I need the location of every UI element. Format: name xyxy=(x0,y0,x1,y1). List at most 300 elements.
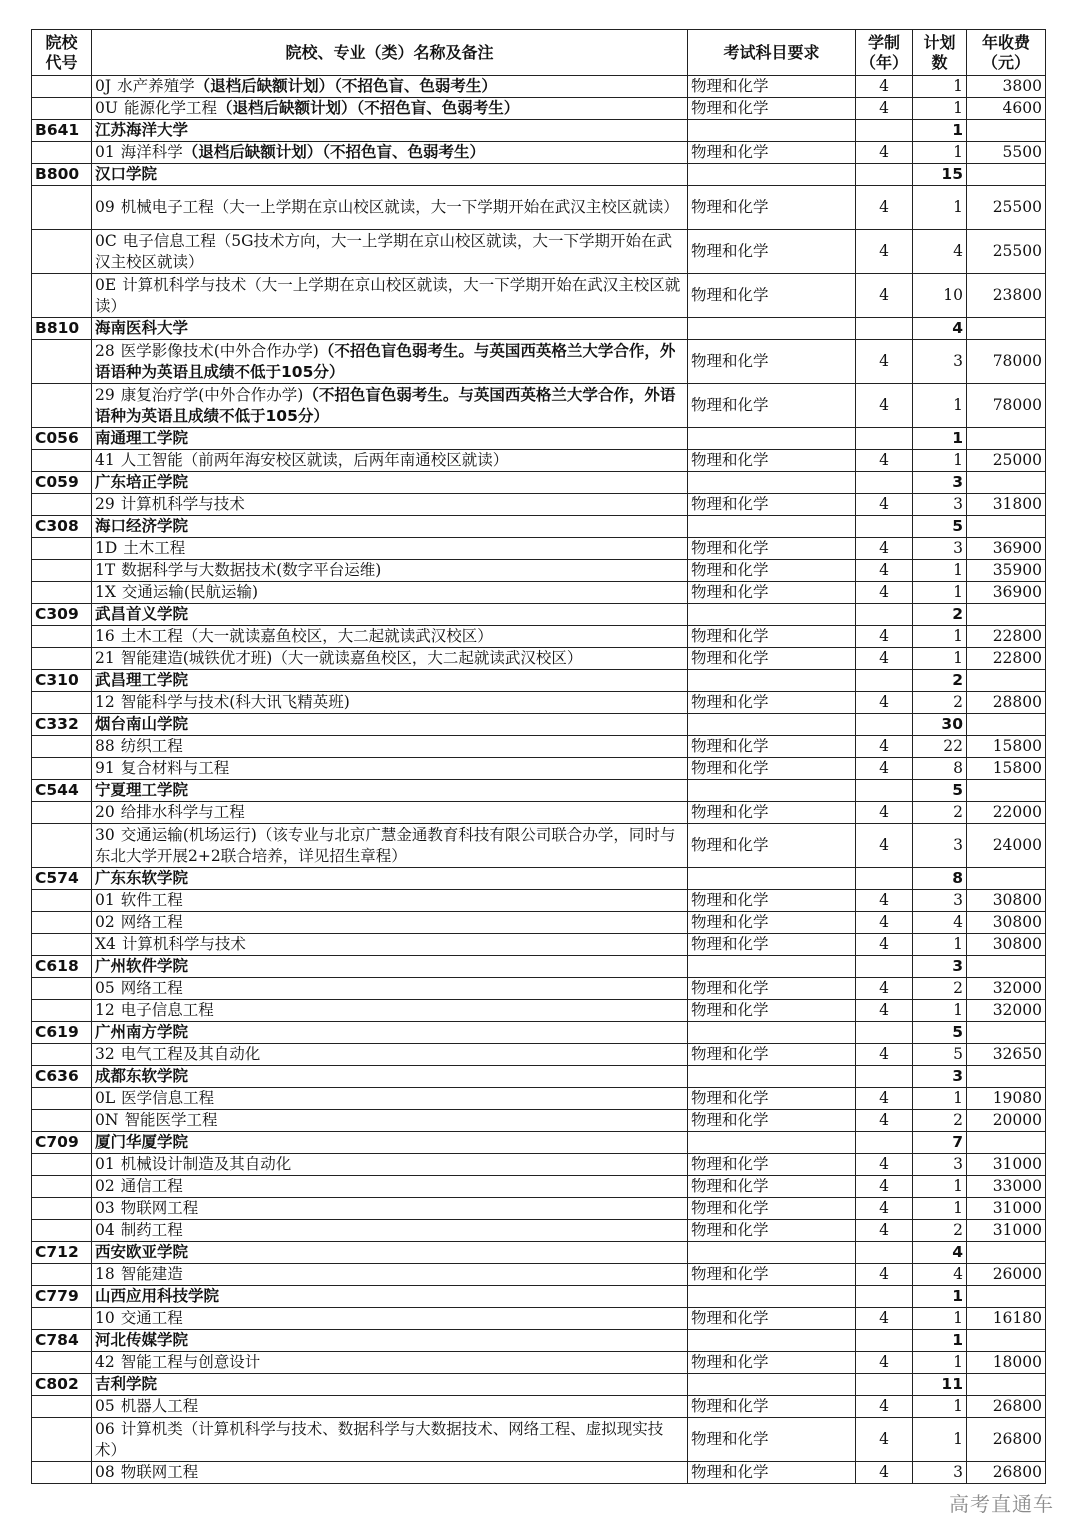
major-fee: 16180 xyxy=(967,1308,1046,1330)
major-duration: 4 xyxy=(856,912,913,934)
major-fee: 24000 xyxy=(967,824,1046,868)
major-code-empty xyxy=(32,648,92,670)
major-subject: 物理和化学 xyxy=(688,450,856,472)
table-body xyxy=(32,76,1046,1484)
major-plan: 3 xyxy=(913,494,967,516)
school-plan-total: 7 xyxy=(913,1132,967,1154)
major-subject: 物理和化学 xyxy=(688,98,856,120)
school-duration-empty xyxy=(856,1330,913,1352)
major-row xyxy=(32,186,1046,230)
major-fee: 31000 xyxy=(967,1220,1046,1242)
major-plan: 2 xyxy=(913,978,967,1000)
school-row xyxy=(32,164,1046,186)
school-subject-empty xyxy=(688,1374,856,1396)
major-code-empty xyxy=(32,1352,92,1374)
major-subject: 物理和化学 xyxy=(688,494,856,516)
major-row xyxy=(32,1308,1046,1330)
major-row xyxy=(32,978,1046,1000)
major-name-cell xyxy=(92,494,688,516)
major-duration: 4 xyxy=(856,1176,913,1198)
major-name: 电子信息工程 xyxy=(120,1001,214,1019)
major-plan: 1 xyxy=(913,142,967,164)
major-plan: 1 xyxy=(913,384,967,428)
school-fee-empty xyxy=(967,956,1046,978)
major-plan: 2 xyxy=(913,1220,967,1242)
major-duration: 4 xyxy=(856,934,913,956)
major-row xyxy=(32,450,1046,472)
school-plan-total: 1 xyxy=(913,1330,967,1352)
school-plan-total: 5 xyxy=(913,1022,967,1044)
school-code: C636 xyxy=(32,1066,92,1088)
major-row xyxy=(32,1352,1046,1374)
school-plan-total: 11 xyxy=(913,1374,967,1396)
school-name: 山西应用科技学院 xyxy=(92,1286,688,1308)
major-name-cell xyxy=(92,230,688,274)
major-code: X4 xyxy=(95,935,116,953)
major-fee: 78000 xyxy=(967,384,1046,428)
major-plan: 3 xyxy=(913,538,967,560)
major-name: 计算机类（计算机科学与技术、数据科学与大数据技术、网络工程、虚拟现实技术） xyxy=(95,1419,664,1459)
school-row xyxy=(32,1286,1046,1308)
major-subject: 物理和化学 xyxy=(688,692,856,714)
major-code-empty xyxy=(32,912,92,934)
major-fee: 30800 xyxy=(967,934,1046,956)
major-fee: 26000 xyxy=(967,1264,1046,1286)
major-duration: 4 xyxy=(856,142,913,164)
major-fee: 36900 xyxy=(967,538,1046,560)
school-fee-empty xyxy=(967,604,1046,626)
major-fee: 22800 xyxy=(967,626,1046,648)
major-subject: 物理和化学 xyxy=(688,384,856,428)
major-row xyxy=(32,538,1046,560)
header-code: 院校 代号 xyxy=(32,30,92,76)
major-subject: 物理和化学 xyxy=(688,626,856,648)
major-fee: 25000 xyxy=(967,450,1046,472)
major-code: 0N xyxy=(95,1111,119,1129)
major-name: 物联网工程 xyxy=(120,1199,199,1217)
major-duration: 4 xyxy=(856,1220,913,1242)
major-code: 1T xyxy=(95,561,116,579)
major-code-empty xyxy=(32,1264,92,1286)
major-duration: 4 xyxy=(856,1462,913,1484)
major-subject: 物理和化学 xyxy=(688,890,856,912)
major-fee: 31000 xyxy=(967,1154,1046,1176)
major-note: （退档后缺额计划）（不招色盲、色弱考生） xyxy=(216,99,520,117)
major-code-empty xyxy=(32,1110,92,1132)
major-name: 计算机科学与技术 xyxy=(120,495,245,513)
header-name: 院校、专业（类）名称及备注 xyxy=(92,30,688,76)
major-subject: 物理和化学 xyxy=(688,560,856,582)
major-duration: 4 xyxy=(856,340,913,384)
major-name: 智能科学与技术(科大讯飞精英班) xyxy=(120,693,350,711)
major-duration: 4 xyxy=(856,494,913,516)
major-code-empty xyxy=(32,626,92,648)
school-name: 广州南方学院 xyxy=(92,1022,688,1044)
school-duration-empty xyxy=(856,516,913,538)
major-plan: 4 xyxy=(913,912,967,934)
major-plan: 10 xyxy=(913,274,967,318)
major-name: 复合材料与工程 xyxy=(120,759,230,777)
major-code-empty xyxy=(32,802,92,824)
school-fee-empty xyxy=(967,1242,1046,1264)
major-row xyxy=(32,384,1046,428)
major-subject: 物理和化学 xyxy=(688,538,856,560)
school-code: C574 xyxy=(32,868,92,890)
major-code-empty xyxy=(32,98,92,120)
school-plan-total: 3 xyxy=(913,1066,967,1088)
major-name: 交通运输(机场运行)（该专业与北京广慧金通教育科技有限公司联合办学，同时与东北大学开展2+2联合培养，详见招生章程） xyxy=(95,825,676,865)
major-fee: 32000 xyxy=(967,978,1046,1000)
school-code: C310 xyxy=(32,670,92,692)
school-fee-empty xyxy=(967,1022,1046,1044)
major-row xyxy=(32,890,1046,912)
major-duration: 4 xyxy=(856,98,913,120)
school-subject-empty xyxy=(688,1242,856,1264)
major-row xyxy=(32,626,1046,648)
school-code: B641 xyxy=(32,120,92,142)
major-code: 41 xyxy=(95,451,115,469)
school-duration-empty xyxy=(856,868,913,890)
major-code: 28 xyxy=(95,341,115,360)
major-subject: 物理和化学 xyxy=(688,824,856,868)
school-plan-total: 30 xyxy=(913,714,967,736)
major-subject: 物理和化学 xyxy=(688,230,856,274)
major-row xyxy=(32,1264,1046,1286)
school-plan-total: 3 xyxy=(913,472,967,494)
major-plan: 1 xyxy=(913,186,967,230)
major-name: 软件工程 xyxy=(120,891,183,909)
major-name-cell xyxy=(92,384,688,428)
major-fee: 5500 xyxy=(967,142,1046,164)
school-row xyxy=(32,780,1046,802)
major-fee: 26800 xyxy=(967,1396,1046,1418)
school-row xyxy=(32,1132,1046,1154)
major-note: （退档后缺额计划）（不招色盲、色弱考生） xyxy=(182,143,486,161)
school-subject-empty xyxy=(688,1132,856,1154)
major-code-empty xyxy=(32,186,92,230)
major-duration: 4 xyxy=(856,230,913,274)
major-subject: 物理和化学 xyxy=(688,912,856,934)
school-fee-empty xyxy=(967,318,1046,340)
major-plan: 1 xyxy=(913,1418,967,1462)
major-subject: 物理和化学 xyxy=(688,1110,856,1132)
major-duration: 4 xyxy=(856,692,913,714)
major-fee: 31000 xyxy=(967,1198,1046,1220)
school-name: 宁夏理工学院 xyxy=(92,780,688,802)
major-fee: 78000 xyxy=(967,340,1046,384)
major-duration: 4 xyxy=(856,890,913,912)
major-name-cell xyxy=(92,890,688,912)
major-row xyxy=(32,1220,1046,1242)
major-row xyxy=(32,648,1046,670)
school-name: 吉利学院 xyxy=(92,1374,688,1396)
major-name: 人工智能（前两年海安校区就读，后两年南通校区就读） xyxy=(120,451,509,469)
school-fee-empty xyxy=(967,120,1046,142)
school-duration-empty xyxy=(856,1286,913,1308)
major-code-empty xyxy=(32,142,92,164)
school-fee-empty xyxy=(967,1330,1046,1352)
major-plan: 3 xyxy=(913,824,967,868)
major-code: 21 xyxy=(95,649,115,667)
major-name-cell xyxy=(92,1352,688,1374)
major-name: 康复治疗学(中外合作办学) xyxy=(120,385,304,404)
school-name: 江苏海洋大学 xyxy=(92,120,688,142)
major-fee: 23800 xyxy=(967,274,1046,318)
major-row xyxy=(32,934,1046,956)
major-fee: 22000 xyxy=(967,802,1046,824)
major-plan: 1 xyxy=(913,1396,967,1418)
major-plan: 1 xyxy=(913,1198,967,1220)
school-duration-empty xyxy=(856,1132,913,1154)
school-code: C784 xyxy=(32,1330,92,1352)
major-duration: 4 xyxy=(856,1154,913,1176)
major-duration: 4 xyxy=(856,802,913,824)
major-plan: 1 xyxy=(913,648,967,670)
major-code-empty xyxy=(32,978,92,1000)
school-row xyxy=(32,670,1046,692)
major-name: 医学影像技术(中外合作办学) xyxy=(120,341,319,360)
school-code: C544 xyxy=(32,780,92,802)
school-name: 广东东软学院 xyxy=(92,868,688,890)
school-duration-empty xyxy=(856,318,913,340)
major-code-empty xyxy=(32,1462,92,1484)
school-subject-empty xyxy=(688,1066,856,1088)
school-code: C709 xyxy=(32,1132,92,1154)
major-name: 通信工程 xyxy=(120,1177,183,1195)
major-note: （退档后缺额计划）（不招色盲、色弱考生） xyxy=(194,77,497,95)
major-code: 18 xyxy=(95,1265,115,1283)
school-name: 河北传媒学院 xyxy=(92,1330,688,1352)
major-duration: 4 xyxy=(856,978,913,1000)
major-code-empty xyxy=(32,76,92,98)
school-duration-empty xyxy=(856,1066,913,1088)
header-subject: 考试科目要求 xyxy=(688,30,856,76)
school-name: 广州软件学院 xyxy=(92,956,688,978)
major-subject: 物理和化学 xyxy=(688,1154,856,1176)
major-name-cell xyxy=(92,98,688,120)
major-code-empty xyxy=(32,340,92,384)
major-duration: 4 xyxy=(856,1198,913,1220)
major-subject: 物理和化学 xyxy=(688,1000,856,1022)
major-note: （不招色盲色弱考生。与英国西英格兰大学合作，外语语种为英语且成绩不低于105分） xyxy=(95,341,676,381)
school-fee-empty xyxy=(967,714,1046,736)
major-code-empty xyxy=(32,1000,92,1022)
major-subject: 物理和化学 xyxy=(688,1352,856,1374)
major-code: 0E xyxy=(95,275,117,294)
major-name-cell xyxy=(92,1154,688,1176)
school-subject-empty xyxy=(688,1330,856,1352)
major-name-cell xyxy=(92,538,688,560)
major-name-cell xyxy=(92,626,688,648)
school-subject-empty xyxy=(688,516,856,538)
major-plan: 1 xyxy=(913,582,967,604)
major-code-empty xyxy=(32,890,92,912)
school-name: 武昌首义学院 xyxy=(92,604,688,626)
major-row xyxy=(32,76,1046,98)
major-name-cell xyxy=(92,824,688,868)
major-fee: 31800 xyxy=(967,494,1046,516)
major-name: 海洋科学 xyxy=(120,143,183,161)
school-name: 汉口学院 xyxy=(92,164,688,186)
major-name-cell xyxy=(92,648,688,670)
school-plan-total: 15 xyxy=(913,164,967,186)
school-name: 广东培正学院 xyxy=(92,472,688,494)
major-name: 智能医学工程 xyxy=(124,1111,218,1129)
school-code: C619 xyxy=(32,1022,92,1044)
major-subject: 物理和化学 xyxy=(688,1308,856,1330)
school-name: 海口经济学院 xyxy=(92,516,688,538)
major-plan: 3 xyxy=(913,890,967,912)
major-subject: 物理和化学 xyxy=(688,1088,856,1110)
major-fee: 30800 xyxy=(967,890,1046,912)
major-code: 1X xyxy=(95,583,116,601)
major-code: 29 xyxy=(95,495,115,513)
header-plan: 计划 数 xyxy=(913,30,967,76)
major-name: 制药工程 xyxy=(120,1221,183,1239)
major-plan: 3 xyxy=(913,340,967,384)
major-plan: 1 xyxy=(913,1176,967,1198)
school-subject-empty xyxy=(688,428,856,450)
major-subject: 物理和化学 xyxy=(688,1198,856,1220)
major-subject: 物理和化学 xyxy=(688,76,856,98)
major-plan: 1 xyxy=(913,1088,967,1110)
major-code-empty xyxy=(32,758,92,780)
major-duration: 4 xyxy=(856,736,913,758)
major-plan: 8 xyxy=(913,758,967,780)
major-row xyxy=(32,1000,1046,1022)
major-name: 网络工程 xyxy=(120,979,183,997)
major-subject: 物理和化学 xyxy=(688,1044,856,1066)
school-code: B810 xyxy=(32,318,92,340)
major-name: 土木工程 xyxy=(123,539,186,557)
major-duration: 4 xyxy=(856,384,913,428)
major-subject: 物理和化学 xyxy=(688,1176,856,1198)
school-row xyxy=(32,120,1046,142)
school-plan-total: 2 xyxy=(913,604,967,626)
school-name: 武昌理工学院 xyxy=(92,670,688,692)
major-row xyxy=(32,1088,1046,1110)
major-duration: 4 xyxy=(856,648,913,670)
major-fee: 26800 xyxy=(967,1462,1046,1484)
school-code: C309 xyxy=(32,604,92,626)
major-fee: 25500 xyxy=(967,230,1046,274)
major-plan: 1 xyxy=(913,1352,967,1374)
major-fee: 32000 xyxy=(967,1000,1046,1022)
major-code: 42 xyxy=(95,1353,115,1371)
major-code: 12 xyxy=(95,693,115,711)
major-code: 06 xyxy=(95,1419,115,1438)
major-code-empty xyxy=(32,934,92,956)
major-duration: 4 xyxy=(856,1396,913,1418)
major-code-empty xyxy=(32,538,92,560)
school-fee-empty xyxy=(967,1286,1046,1308)
school-fee-empty xyxy=(967,1132,1046,1154)
school-plan-total: 2 xyxy=(913,670,967,692)
school-fee-empty xyxy=(967,1066,1046,1088)
major-name: 给排水科学与工程 xyxy=(120,803,245,821)
major-name-cell xyxy=(92,978,688,1000)
major-code: 02 xyxy=(95,913,115,931)
major-subject: 物理和化学 xyxy=(688,1264,856,1286)
major-name-cell xyxy=(92,1000,688,1022)
school-code: C332 xyxy=(32,714,92,736)
major-fee: 15800 xyxy=(967,758,1046,780)
school-plan-total: 5 xyxy=(913,780,967,802)
school-duration-empty xyxy=(856,1242,913,1264)
major-row xyxy=(32,802,1046,824)
school-subject-empty xyxy=(688,956,856,978)
major-fee: 30800 xyxy=(967,912,1046,934)
major-name: 机械设计制造及其自动化 xyxy=(120,1155,292,1173)
school-row xyxy=(32,1022,1046,1044)
major-name-cell xyxy=(92,802,688,824)
major-name: 物联网工程 xyxy=(120,1463,199,1481)
major-fee: 32650 xyxy=(967,1044,1046,1066)
school-name: 成都东软学院 xyxy=(92,1066,688,1088)
major-subject: 物理和化学 xyxy=(688,758,856,780)
major-row xyxy=(32,912,1046,934)
major-code: 04 xyxy=(95,1221,115,1239)
school-row xyxy=(32,1242,1046,1264)
major-row xyxy=(32,340,1046,384)
major-duration: 4 xyxy=(856,450,913,472)
school-duration-empty xyxy=(856,120,913,142)
major-code: 20 xyxy=(95,803,115,821)
major-row xyxy=(32,98,1046,120)
school-duration-empty xyxy=(856,780,913,802)
school-duration-empty xyxy=(856,472,913,494)
major-fee: 36900 xyxy=(967,582,1046,604)
major-name: 数据科学与大数据技术(数字平台运维) xyxy=(121,561,382,579)
school-duration-empty xyxy=(856,1374,913,1396)
major-row xyxy=(32,1396,1046,1418)
major-name-cell xyxy=(92,1418,688,1462)
major-code: 32 xyxy=(95,1045,115,1063)
major-code: 88 xyxy=(95,737,115,755)
major-fee: 33000 xyxy=(967,1176,1046,1198)
major-duration: 4 xyxy=(856,560,913,582)
major-code: 0U xyxy=(95,99,118,117)
school-subject-empty xyxy=(688,472,856,494)
major-row xyxy=(32,230,1046,274)
major-duration: 4 xyxy=(856,758,913,780)
major-code-empty xyxy=(32,692,92,714)
major-fee: 20000 xyxy=(967,1110,1046,1132)
major-code-empty xyxy=(32,560,92,582)
major-code-empty xyxy=(32,1418,92,1462)
major-name: 网络工程 xyxy=(120,913,183,931)
school-fee-empty xyxy=(967,868,1046,890)
school-fee-empty xyxy=(967,1374,1046,1396)
major-fee: 35900 xyxy=(967,560,1046,582)
major-subject: 物理和化学 xyxy=(688,978,856,1000)
major-code: 29 xyxy=(95,385,115,404)
major-row xyxy=(32,1176,1046,1198)
major-plan: 1 xyxy=(913,1308,967,1330)
major-code: 08 xyxy=(95,1463,115,1481)
school-row xyxy=(32,868,1046,890)
major-row xyxy=(32,494,1046,516)
major-name-cell xyxy=(92,1396,688,1418)
school-code: C059 xyxy=(32,472,92,494)
major-name: 计算机科学与技术（大一上学期在京山校区就读，大一下学期开始在武汉主校区就读） xyxy=(95,275,681,315)
school-code: C056 xyxy=(32,428,92,450)
school-fee-empty xyxy=(967,516,1046,538)
major-row xyxy=(32,1462,1046,1484)
school-fee-empty xyxy=(967,472,1046,494)
major-name-cell xyxy=(92,1462,688,1484)
major-duration: 4 xyxy=(856,538,913,560)
